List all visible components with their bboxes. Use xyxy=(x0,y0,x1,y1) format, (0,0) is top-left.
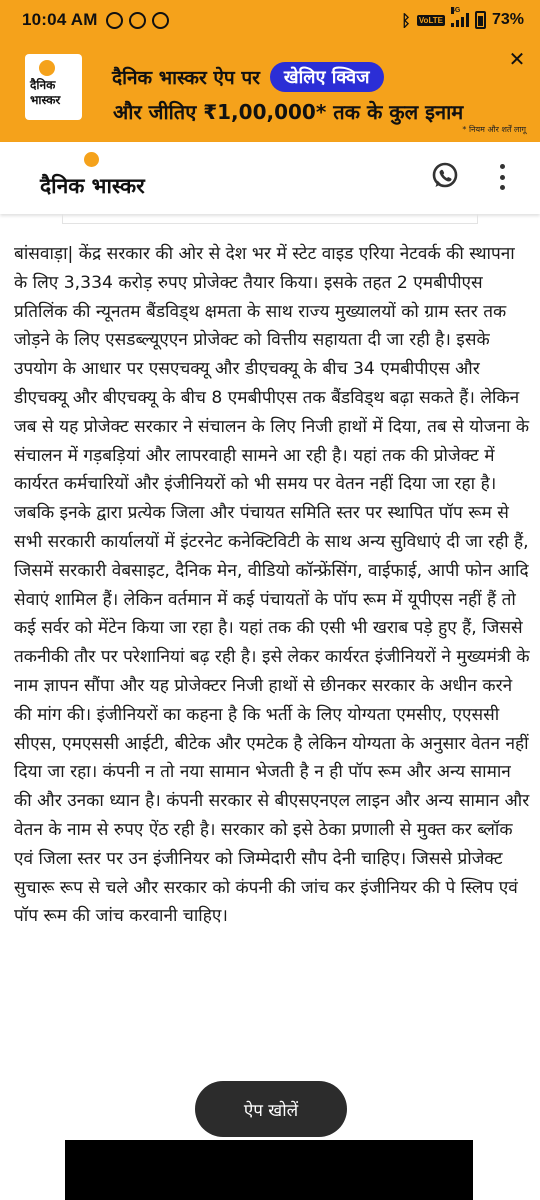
open-app-button[interactable]: ऐप खोलें xyxy=(195,1081,347,1137)
ad-cta-button[interactable]: खेलिए क्विज xyxy=(270,62,384,92)
alarm-icon xyxy=(106,12,123,29)
close-icon[interactable]: ✕ xyxy=(508,47,526,71)
ad-logo xyxy=(25,54,82,120)
ad-headline xyxy=(112,60,384,94)
notification-icons xyxy=(106,12,169,29)
signal-icon xyxy=(450,7,469,27)
network-type: 4G xyxy=(450,7,461,14)
bluetooth-icon: ᛒ xyxy=(401,10,411,30)
ad-logo-text: दैनिक भास्कर xyxy=(30,78,61,107)
status-time: 10:04 AM xyxy=(22,10,98,29)
battery-icon xyxy=(475,11,486,29)
whatsapp-icon xyxy=(129,12,146,29)
status-bar xyxy=(0,0,540,40)
whatsapp-share-icon[interactable] xyxy=(430,161,460,191)
logo-sun-icon xyxy=(39,60,55,76)
ad-brand-text: दैनिक भास्कर ऐप पर xyxy=(112,67,260,89)
bottom-media-block xyxy=(65,1140,473,1200)
ad-subline: और जीतिए ₹1,00,000* तक के कुल इनाम xyxy=(113,100,464,124)
ad-banner[interactable] xyxy=(0,40,540,142)
ad-slot-divider xyxy=(62,214,478,224)
refresh-icon xyxy=(152,12,169,29)
article-paragraph: बांसवाड़ा| केंद्र सरकार की ओर से देश भर में स्टेट वाइड एरिया नेटवर्क की स्थापना के लिए 3,334 करोड़ रुपए प्रोजेक्ट तैयार किया। इसके तहत 2 एमबीपीएस प्रतिलिंक की न्यूनतम बैंडविड्थ क्षमता के साथ राज्य मुख्यालयों को ग्राम स्तर तक जोड़ने के लिए एसडब्ल्यूएएन प्रोजेक्ट को वित्तीय सहायता दी जा रही है। इसके उपयोग के आधार पर एसएचक्यू और डीएचक्यू के बीच 34 एमबीपीएस और डीएचक्यू और बीएचक्यू के बीच 8 एमबीपीएस तक बैंडविड्थ बढ़ा सकते हैं। लेकिन जब से यह प्रोजेक्ट सरकार ने संचालन के लिए निजी हाथों में दिया, तब से योजना के संचालन में गड़बड़ियां और लापरवाही सामने आ रही है। यहां तक की प्रोजेक्ट में कार्यरत कर्मचारियों और इंजीनियरों को भी समय पर वेतन नहीं दिया जा रहा है। जबकि इनके द्वारा प्रत्येक जिला और पंचायत समिति स्तर पर स्थापित पॉप रूम से सभी सरकारी कार्यालयों में इंटरनेट कनेक्टिविटी के साथ अन्य सुविधाएं दी जा रही हैं, जिसमें सरकारी वेबसाइट, दैनिक मेन, वीडियो कॉन्फ्रेंसिंग, वाईफाई, आपी फोन आदि सेवाएं शामिल हैं। लेकिन वर्तमान में कई पंचायतों के पॉप रूम में यूपीएस नहीं हैं तो कई सर्वर को मेंटेन किया जा रहा है। यहां तक की एसी भी खराब पड़े हुए हैं, जिससे तकनीकी तौर पर परेशानियां बढ़ रही है। इसे लेकर कार्यरत इंजीनियरों ने मुख्यमंत्री के नाम ज्ञापन सौंपा और यह प्रोजेक्टर निजी हाथों से छीनकर सरकार के अधीन करने की मांग की। इंजीनियरों का कहना है कि भर्ती के लिए योग्यता एमसीए, एएससी सीएस, एमएससी आईटी, बीटेक और एमटेक है लेकिन योग्यता के अनुसार वेतन नहीं दिया जा रहा। कंपनी न तो नया सामान भेजती है न ही पॉप रूम और अन्य सामान की और उनका ध्यान है। कंपनी सरकार से बीएसएनएल लाइन और अन्य सामान और वेतन के नाम से रुपए ऐंठ रही है। सरकार को इसे ठेका प्रणाली से मुक्त कर ब्लॉक एवं जिला स्तर पर उन इंजीनियर को जिम्मेदारी सौप देनी चाहिए। जिससे प्रोजेक्ट सुचारू रूप से चले और सरकार को कंपनी की जांच कर इंजीनियर की पे स्लिप एवं पॉप रूम की जांच करवानी चाहिए। xyxy=(14,244,530,927)
battery-percent: 73% xyxy=(491,11,524,28)
logo-sun-icon xyxy=(84,152,99,167)
ad-terms: * नियम और शर्तें लागू xyxy=(462,125,526,134)
more-vertical-icon[interactable] xyxy=(492,160,512,194)
brand-name: दैनिक भास्कर xyxy=(40,174,145,198)
system-icons xyxy=(401,7,524,30)
volte-icon: VoLTE xyxy=(418,15,443,25)
article-body xyxy=(14,240,530,931)
